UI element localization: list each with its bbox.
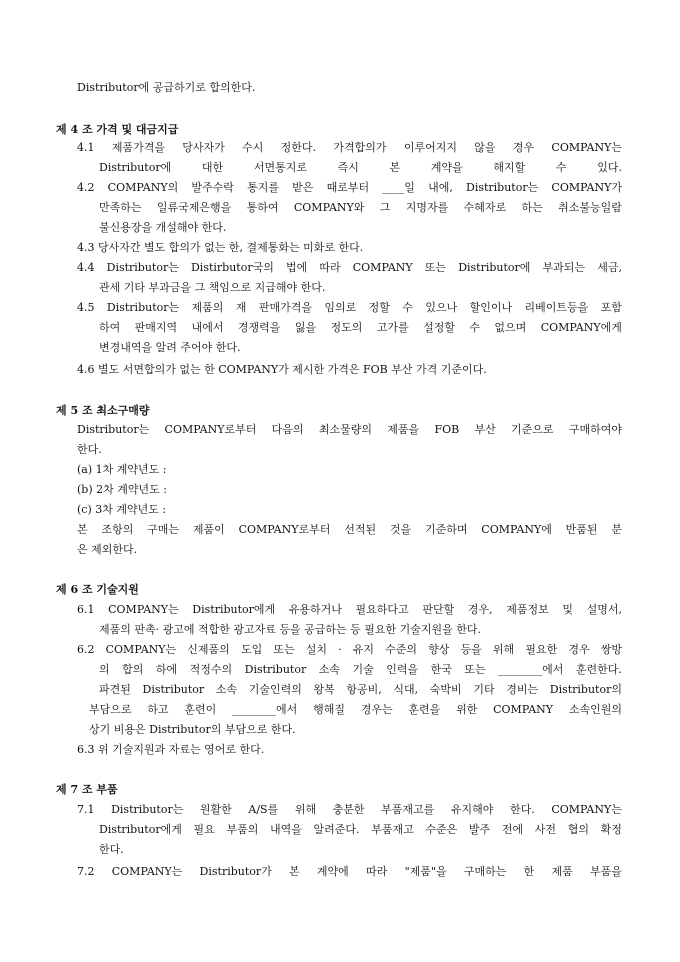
word: 부산 — [474, 423, 496, 436]
word: 소속 — [318, 663, 340, 676]
word: 설명서, — [586, 603, 622, 616]
word: Distributor에게 — [99, 823, 182, 836]
text-line — [77, 524, 622, 535]
word: 최소물량의 — [318, 423, 372, 436]
word: 식대, — [393, 683, 419, 696]
word: 훈련이 — [184, 703, 217, 716]
word: COMPANY로부터 — [164, 423, 257, 436]
article-heading: 제 5 조 최소구매량 — [56, 404, 150, 417]
word: A/S를 — [248, 803, 279, 816]
word: 부담으로 — [89, 703, 132, 716]
word: 통지를 — [247, 181, 279, 194]
text-line: 제품의 판촉· 광고에 적합한 광고자료 등을 공급하는 등 필요한 기술지원을 한다. — [99, 623, 481, 636]
word: Distributor — [142, 683, 205, 696]
word: 내에, — [428, 181, 453, 194]
word: 조항의 — [101, 523, 134, 536]
word: 내역을 — [269, 823, 302, 836]
word: 내에서 — [191, 321, 224, 334]
word: 파견된 — [99, 683, 131, 696]
word: 따라 — [366, 865, 388, 878]
article-heading: 제 4 조 가격 및 대금지급 — [56, 123, 179, 136]
word: 법에 — [285, 261, 308, 274]
text-line: 불신용장을 개설해야 한다. — [99, 221, 227, 234]
word: 필요 — [193, 823, 215, 836]
word: 7.1 — [77, 803, 95, 816]
word: 계약을 — [430, 161, 463, 174]
text-line — [77, 262, 622, 273]
word: Distirbutor국의 — [190, 261, 274, 274]
word: 하에 — [155, 663, 178, 676]
word: 원활한 — [199, 803, 232, 816]
word: 제품정보 — [506, 603, 549, 616]
word: 그 — [379, 201, 391, 214]
word: 잃을 — [294, 321, 317, 334]
text-line: 한다. — [99, 843, 124, 856]
word: COMPANY — [352, 261, 413, 274]
text-line: 한다. — [77, 443, 102, 456]
text-line: 은 제외한다. — [77, 543, 138, 556]
word: 당사자가 — [182, 141, 225, 154]
text-line: 4.3 당사자간 별도 합의가 없는 한, 결제통화는 미화로 한다. — [77, 241, 364, 254]
word: 임의로 — [324, 301, 357, 314]
word: 반품된 — [565, 523, 598, 536]
word: 경우는 — [360, 703, 393, 716]
word: COMPANY는 — [111, 865, 183, 878]
word: COMPANY는 — [108, 603, 179, 616]
word: 경우 — [568, 643, 590, 656]
word: 의 — [99, 663, 110, 676]
word: COMPANY — [493, 703, 554, 716]
word: 때로부터 — [326, 181, 370, 194]
word: 정한다. — [280, 141, 317, 154]
word: 전에 — [501, 823, 524, 836]
word: ____일 — [382, 181, 415, 194]
word: Distributor는 — [466, 181, 539, 194]
word: 부품의 — [226, 823, 259, 836]
word: 하고 — [147, 703, 169, 716]
word: Distributor는 — [111, 803, 184, 816]
word: 즉시 — [337, 161, 359, 174]
word: 확정 — [600, 823, 622, 836]
word: 항공비, — [346, 683, 382, 696]
word: 필요한 — [525, 643, 558, 656]
word: 한다. — [510, 803, 535, 816]
text-line: 상기 비용은 Distributor의 부담으로 한다. — [89, 723, 296, 736]
word: 취소불능일람 — [558, 201, 622, 214]
word: 부과되는 — [542, 261, 586, 274]
word: 필요하다고 — [355, 603, 409, 616]
word: 충분한 — [332, 803, 365, 816]
word: 구매하는 — [463, 865, 507, 878]
text-line — [77, 142, 622, 153]
word: 왕복 — [313, 683, 335, 696]
word: 쌍방 — [600, 643, 622, 656]
word: 판매가격을 — [258, 301, 312, 314]
word: 제품이 — [192, 523, 225, 536]
word: 및 — [562, 603, 573, 616]
text-line — [89, 704, 622, 715]
word: 대한 — [201, 161, 224, 174]
word: 사전 — [534, 823, 557, 836]
word: COMPANY로부터 — [238, 523, 331, 536]
word: COMPANY는 — [551, 141, 622, 154]
word: Distributor에 — [458, 261, 531, 274]
text-line — [99, 684, 622, 695]
article-heading: 제 6 조 기술지원 — [56, 583, 139, 596]
word: 4.2 — [77, 181, 95, 194]
text-line: 변경내역을 알려 주어야 한다. — [99, 341, 241, 354]
word: 기술인력의 — [248, 683, 302, 696]
word: 경쟁력을 — [237, 321, 281, 334]
word: 또는 — [464, 663, 486, 676]
word: 발주수락 — [191, 181, 234, 194]
word: 또는 — [424, 261, 447, 274]
word: 설정할 — [423, 321, 455, 334]
word: 구매는 — [147, 523, 180, 536]
word: 숙박비 — [429, 683, 462, 696]
word: 인력을 — [386, 663, 419, 676]
text-line — [99, 162, 622, 173]
word: 지명자를 — [405, 201, 449, 214]
word: Distributor는 — [106, 261, 179, 274]
word: 기준으로 — [511, 423, 554, 436]
word: 따라 — [319, 261, 341, 274]
word: 않을 — [474, 141, 496, 154]
word: 훈련을 — [408, 703, 441, 716]
word: COMPANY에게 — [540, 321, 622, 334]
word: 설치 — [305, 643, 327, 656]
word: 세금, — [597, 261, 622, 274]
word: 4.4 — [77, 261, 95, 274]
text-line — [99, 664, 622, 675]
word: COMPANY는 — [551, 803, 622, 816]
word: 한 — [523, 865, 535, 878]
text-line: (c) 3차 계약년도 : — [77, 503, 167, 516]
word: 다음의 — [271, 423, 304, 436]
word: 4.1 — [77, 141, 95, 154]
word: 이루어지지 — [403, 141, 457, 154]
word: Distributor가 — [199, 865, 272, 878]
word: 수 — [555, 161, 567, 174]
word: 신제품의 — [187, 643, 230, 656]
word: 부품재고 — [371, 823, 414, 836]
word: 수시 — [242, 141, 264, 154]
word: 하여 — [99, 321, 121, 334]
text-line — [77, 302, 622, 313]
word: 발주 — [468, 823, 491, 836]
word: 경우 — [512, 141, 535, 154]
word: 알려준다. — [313, 823, 360, 836]
word: 서면통지로 — [253, 161, 307, 174]
word: 도입 — [240, 643, 263, 656]
text-line — [77, 866, 622, 877]
word: 경우, — [467, 603, 493, 616]
word: 본 — [389, 161, 401, 174]
word: 받은 — [292, 181, 314, 194]
text-line — [77, 424, 622, 435]
word: 한국 — [430, 663, 452, 676]
word: 위해 — [294, 803, 317, 816]
word: 만족하는 — [99, 201, 142, 214]
word: 등을 — [460, 643, 482, 656]
word: 수 — [469, 321, 481, 334]
word: ________에서 — [232, 703, 298, 716]
word: 판단할 — [422, 603, 455, 616]
word: 포함 — [600, 301, 622, 314]
word: 정할 — [368, 301, 390, 314]
word: 본 — [289, 865, 300, 878]
word: 수준은 — [425, 823, 458, 836]
word: 있다. — [597, 161, 622, 174]
word: 할인이나 — [469, 301, 513, 314]
word: 위해 — [492, 643, 515, 656]
word: COMPANY는 — [105, 643, 177, 656]
word: 기술 — [352, 663, 374, 676]
word: 부품재고를 — [381, 803, 435, 816]
text-line — [77, 644, 622, 655]
word: 수준의 — [385, 643, 418, 656]
text-line: (a) 1차 계약년도 : — [77, 463, 167, 476]
word: COMPANY가 — [551, 181, 622, 194]
text-line — [77, 604, 622, 615]
text-line: (b) 2차 계약년도 : — [77, 483, 167, 496]
word: "제품"을 — [404, 865, 447, 878]
word: 계약에 — [316, 865, 349, 878]
text-line: 6.3 위 기술지원과 자료는 영어로 한다. — [77, 743, 265, 756]
word: 6.1 — [77, 603, 95, 616]
word: 없으며 — [494, 321, 527, 334]
word: 7.2 — [77, 865, 95, 878]
word: 소속인원의 — [568, 703, 622, 716]
word: 위한 — [456, 703, 478, 716]
word: 기타 — [473, 683, 495, 696]
word: 제품을 — [387, 423, 420, 436]
word: 하는 — [521, 201, 543, 214]
word: 행해질 — [313, 703, 345, 716]
text-line — [77, 182, 622, 193]
word: 4.5 — [77, 301, 95, 314]
word: 6.2 — [77, 643, 95, 656]
text-line — [99, 202, 622, 213]
word: Distributor에게 — [192, 603, 276, 616]
word: 유지해야 — [450, 803, 494, 816]
word: 제품 — [551, 865, 573, 878]
text-line — [99, 824, 622, 835]
word: 고가를 — [376, 321, 409, 334]
word: ________에서 — [498, 663, 564, 676]
word: COMPANY에 — [481, 523, 552, 536]
text-line — [77, 804, 622, 815]
word: 선적된 — [344, 523, 377, 536]
word: 구매하여야 — [568, 423, 622, 436]
word: 해지할 — [493, 161, 526, 174]
word: 또는 — [273, 643, 295, 656]
word: Distributor는 — [77, 423, 150, 436]
word: 향상 — [428, 643, 450, 656]
word: 본 — [77, 523, 88, 536]
word: Distributor에 — [99, 161, 172, 174]
word: COMPANY와 — [293, 201, 365, 214]
word: FOB — [434, 423, 460, 436]
word: 리베이트등을 — [524, 301, 589, 314]
word: 일류국제은행을 — [156, 201, 232, 214]
text-line: 관세 기타 부과금을 그 책임으로 지급해야 한다. — [99, 281, 326, 294]
word: 유용하거나 — [288, 603, 342, 616]
word: Distributor는 — [106, 301, 180, 314]
word: 부품을 — [590, 865, 622, 878]
word: 정도의 — [330, 321, 363, 334]
word: 소속 — [215, 683, 238, 696]
word: Distributor — [244, 663, 307, 676]
word: 것을 — [389, 523, 412, 536]
word: 판매지역 — [134, 321, 178, 334]
word: 훈련한다. — [575, 663, 622, 676]
text-line — [99, 322, 622, 333]
word: 수 — [402, 301, 413, 314]
text-line: Distributor에 공급하기로 합의한다. — [77, 81, 256, 94]
word: 통하여 — [246, 201, 279, 214]
word: 합의 — [122, 663, 144, 676]
word: 기준하며 — [424, 523, 468, 536]
word: 적정수의 — [189, 663, 233, 676]
word: Distributor의 — [549, 683, 622, 696]
word: 제품가격을 — [111, 141, 165, 154]
word: 경비는 — [506, 683, 539, 696]
text-line: 4.6 별도 서면합의가 없는 한 COMPANY가 제시한 가격은 FOB 부산 가격 기준이다. — [77, 363, 487, 376]
word: 유지 — [352, 643, 374, 656]
word: 가격합의가 — [333, 141, 387, 154]
word: 협의 — [567, 823, 589, 836]
article-heading: 제 7 조 부품 — [56, 783, 118, 796]
word: 제품의 — [191, 301, 224, 314]
word: · — [338, 643, 342, 656]
word: 수혜자로 — [463, 201, 507, 214]
word: COMPANY의 — [107, 181, 179, 194]
word: 분 — [611, 523, 622, 536]
word: 재 — [235, 301, 247, 314]
word: 있으나 — [425, 301, 458, 314]
